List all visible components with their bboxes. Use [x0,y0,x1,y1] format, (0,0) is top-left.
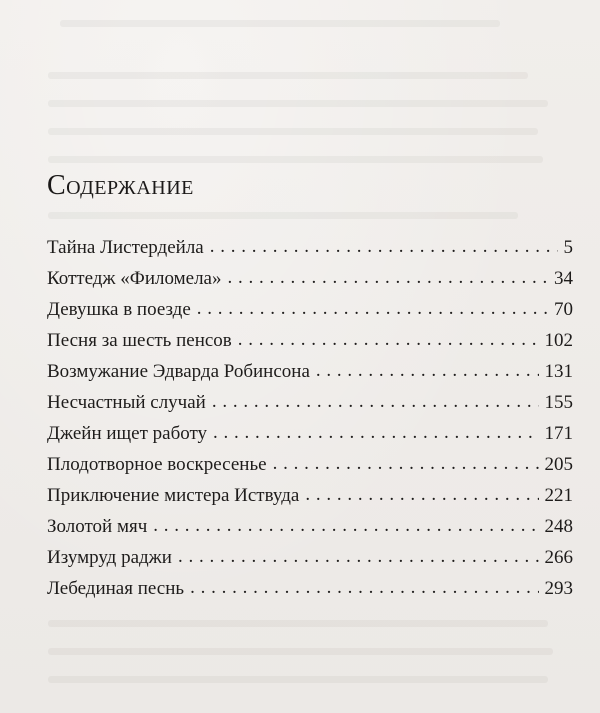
toc-entry-title: Тайна Листердейла [47,237,204,258]
bleed-through-line [48,72,528,79]
toc-entry[interactable] [47,294,573,325]
toc-entry-title: Золотой мяч [47,516,148,537]
toc-leader-dots [316,355,539,386]
toc-entry-title: Девушка в поезде [47,299,191,320]
toc-entry[interactable] [47,387,573,418]
toc-entry[interactable] [47,356,573,387]
toc-leader-dots [213,417,538,448]
toc-entry[interactable] [47,263,573,294]
bleed-through-line [48,156,543,163]
bleed-through-line [48,676,548,683]
toc-leader-dots [190,572,538,603]
toc-entry-page: 155 [544,392,573,413]
toc-entry[interactable] [47,573,573,604]
toc-entry-title: Коттедж «Филомела» [47,268,222,289]
toc-entry[interactable] [47,542,573,573]
toc-entry[interactable] [47,480,573,511]
toc-leader-dots [153,510,538,541]
bleed-through-line [48,100,548,107]
toc-leader-dots [238,324,539,355]
toc-entry-page: 34 [554,268,573,289]
toc-entry[interactable] [47,449,573,480]
toc-entry[interactable] [47,511,573,542]
toc-entry-title: Плодотворное воскресенье [47,454,267,475]
toc-entry-page: 131 [544,361,573,382]
toc-leader-dots [212,386,539,417]
toc-entry-page: 5 [563,237,573,258]
bleed-through-line [48,648,553,655]
bleed-through-line [48,128,538,135]
toc-entry-title: Приключение мистера Иствуда [47,485,300,506]
toc-entry-page: 70 [554,299,573,320]
toc-entry-page: 293 [544,578,573,599]
toc-leader-dots [273,448,539,479]
toc-entry-page: 205 [544,454,573,475]
bleed-through-line [48,212,518,219]
toc-entry-page: 102 [544,330,573,351]
toc-entry[interactable] [47,232,573,263]
toc-leader-dots [305,479,538,510]
toc-leader-dots [178,541,539,572]
toc-entry-page: 266 [544,547,573,568]
toc-leader-dots [227,262,548,293]
toc-entry-title: Изумруд раджи [47,547,172,568]
table-of-contents [47,232,573,604]
toc-entry-page: 171 [544,423,573,444]
toc-entry-title: Песня за шесть пенсов [47,330,232,351]
toc-leader-dots [197,293,548,324]
toc-entry-title: Возмужание Эдварда Робинсона [47,361,310,382]
bleed-through-line [60,20,500,27]
toc-entry[interactable] [47,325,573,356]
page-title: Содержание [47,170,194,201]
toc-leader-dots [210,231,558,262]
toc-entry-title: Лебединая песнь [47,578,185,599]
toc-entry-title: Джейн ищет работу [47,423,208,444]
toc-entry-title: Несчастный случай [47,392,206,413]
bleed-through-line [48,620,548,627]
toc-entry[interactable] [47,418,573,449]
toc-entry-page: 221 [544,485,573,506]
toc-entry-page: 248 [544,516,573,537]
